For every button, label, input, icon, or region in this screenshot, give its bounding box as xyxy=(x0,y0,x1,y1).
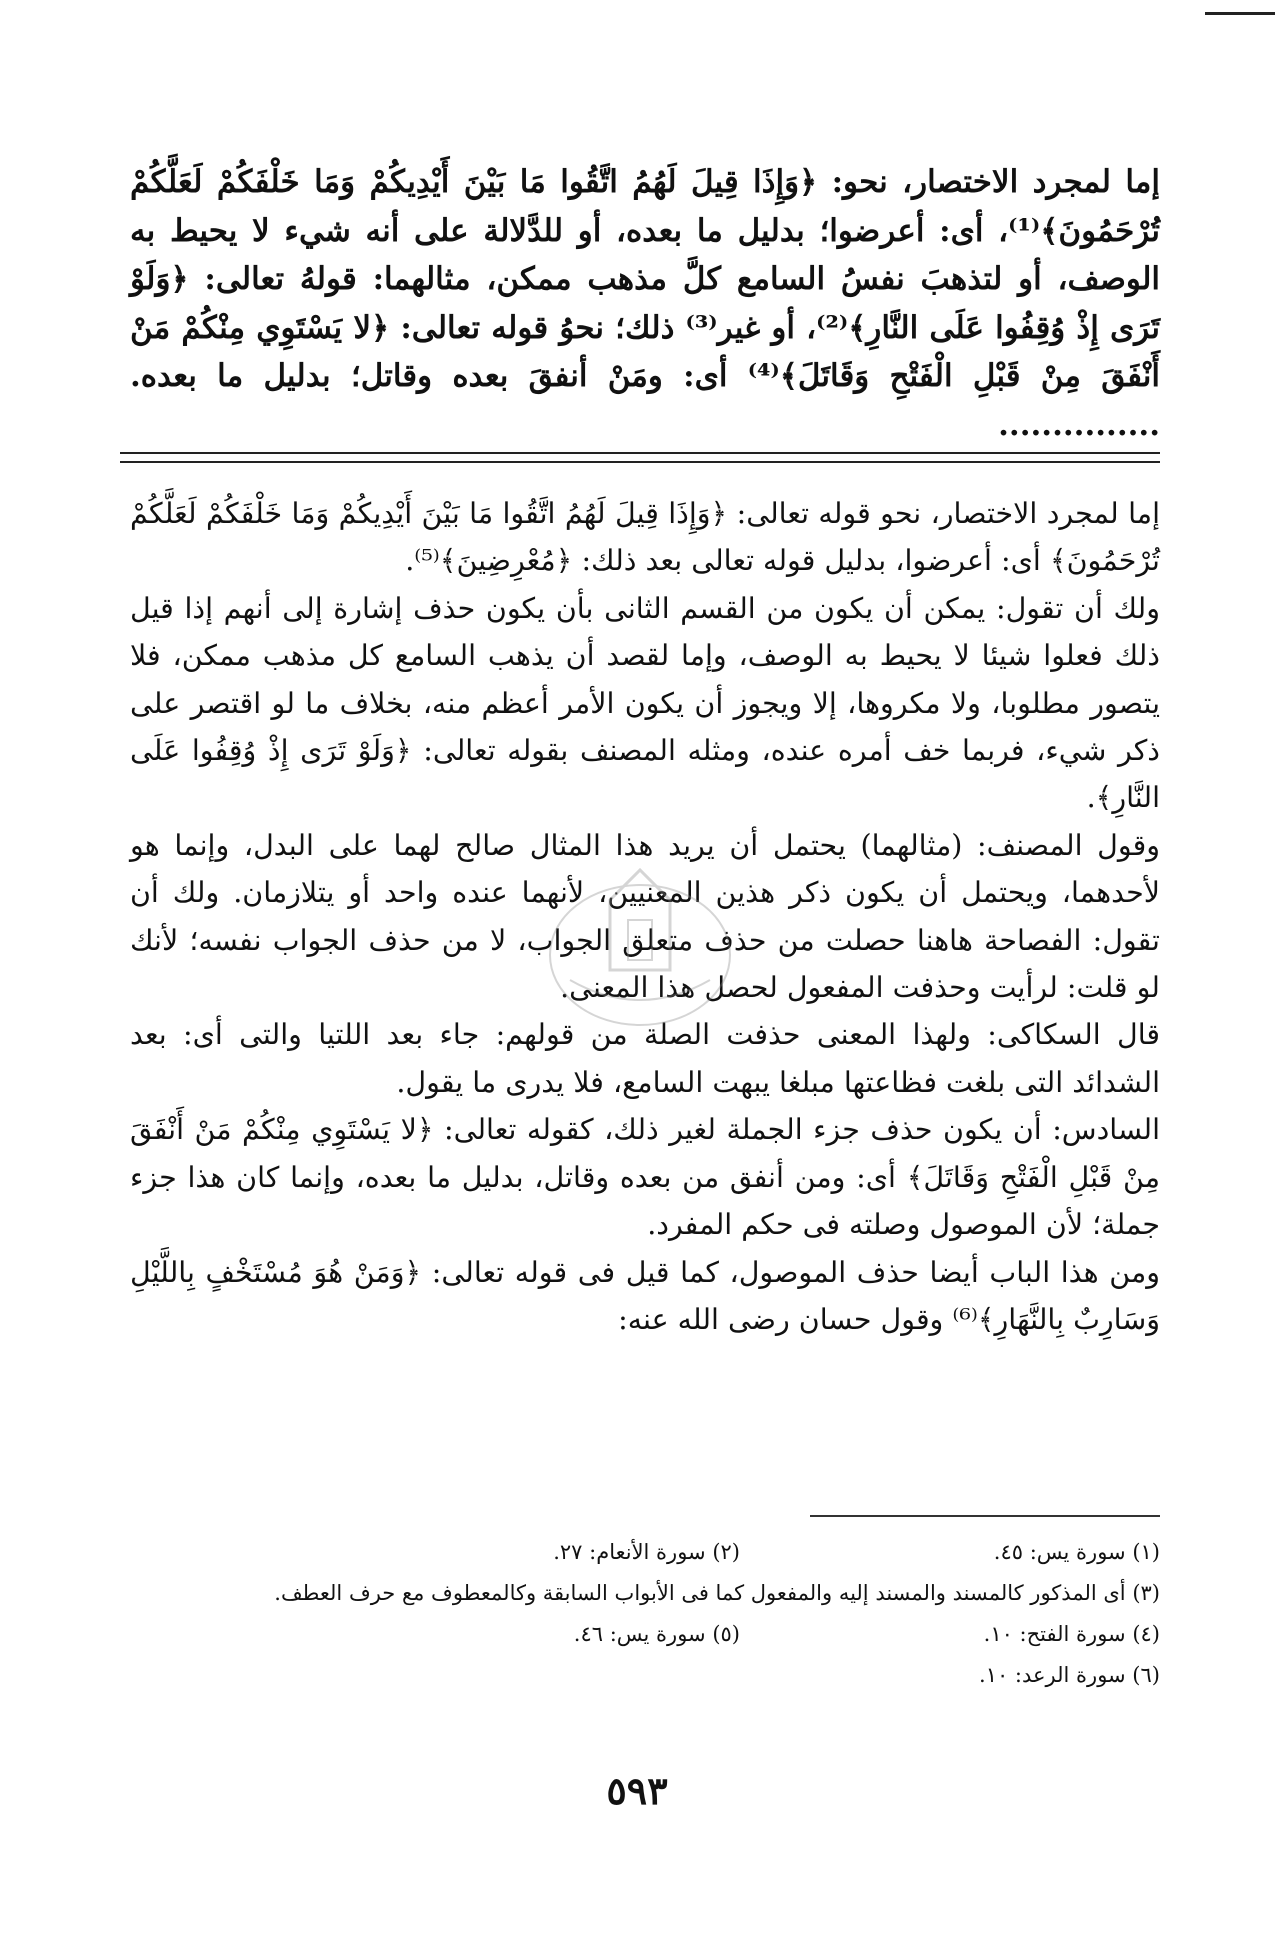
footnote-6: (٦) سورة الرعد: ١٠. xyxy=(979,1663,1160,1687)
matn-text-block xyxy=(130,158,1160,449)
footnote-1: (١) سورة يس: ٤٥. xyxy=(993,1540,1160,1564)
sharh-paragraph-4: قال السكاكى: ولهذا المعنى حذفت الصلة من قولهم: جاء بعد اللتيا والتى أى: بعد الشدائد التى بلغت فظاعتها مبلغا يبهت السامع، فلا يدرى ما يقول. xyxy=(130,1018,1160,1099)
footnote-row xyxy=(130,1614,1160,1655)
corner-rule xyxy=(1205,12,1275,15)
footnote-row xyxy=(130,1573,1160,1614)
sharh-paragraph-1: إما لمجرد الاختصار، نحو قوله تعالى: ﴿وَإِذَا قِيلَ لَهُمُ اتَّقُوا مَا بَيْنَ أَيْدِيكُمْ وَمَا خَلْفَكُمْ لَعَلَّكُمْ تُرْحَمُونَ﴾ أى: أعرضوا، بدليل قوله تعالى بعد ذلك: ﴿مُعْرِضِينَ﴾⁽⁵⁾. xyxy=(130,497,1160,578)
footnote-separator xyxy=(810,1515,1160,1517)
footnote-row xyxy=(130,1655,1160,1696)
sharh-paragraph-3: وقول المصنف: (مثالهما) يحتمل أن يريد هذا المثال صالح لهما على البدل، وإنما هو لأحدهما، ويحتمل أن يكون ذكر هذين المعنيين، لأنهما عنده واحد أو يتلازمان. ولك أن تقول: الفصاحة هاهنا حصلت من حذف متعلق الجواب، لا من حذف الجواب نفسه؛ لأنك لو قلت: لرأيت وحذفت المفعول لحصل هذا المعنى. xyxy=(130,828,1160,1005)
matn-paragraph: إما لمجرد الاختصار، نحو: ﴿وَإِذَا قِيلَ لَهُمُ اتَّقُوا مَا بَيْنَ أَيْدِيكُمْ وَمَا خَلْفَكُمْ لَعَلَّكُمْ تُرْحَمُونَ﴾⁽¹⁾، أى: أعرضوا؛ بدليل ما بعده، أو للدَّلالة على أنه شيء لا يحيط به الوصف، أو لتذهبَ نفسُ السامع كلَّ مذهب ممكن، مثالهما: قولهُ تعالى: ﴿وَلَوْ تَرَى إِذْ وُقِفُوا عَلَى النَّارِ﴾⁽²⁾، أو غير⁽³⁾ ذلك؛ نحوُ قوله تعالى: ﴿لا يَسْتَوِي مِنْكُمْ مَنْ أَنْفَقَ مِنْ قَبْلِ الْفَتْحِ وَقَاتَلَ﴾⁽⁴⁾ أى: ومَنْ أنفقَ بعده وقاتل؛ بدليل ما بعده. ............... xyxy=(130,164,1160,443)
sharh-paragraph-6: ومن هذا الباب أيضا حذف الموصول، كما قيل فى قوله تعالى: ﴿وَمَنْ هُوَ مُسْتَخْفٍ بِاللَّيْلِ وَسَارِبٌ بِالنَّهَارِ﴾⁽⁶⁾ وقول حسان رضى الله عنه: xyxy=(130,1255,1160,1336)
footnote-3: (٣) أى المذكور كالمسند والمسند إليه والمفعول كما فى الأبواب السابقة وكالمعطوف مع حرف العطف. xyxy=(274,1581,1160,1605)
footnote-4: (٤) سورة الفتح: ١٠. xyxy=(983,1622,1160,1646)
footnote-2: (٢) سورة الأنعام: ٢٧. xyxy=(553,1540,740,1564)
sharh-paragraph-2: ولك أن تقول: يمكن أن يكون من القسم الثانى بأن يكون حذف إشارة إلى أنهم إذا قيل ذلك فعلوا شيئا لا يحيط به الوصف، وإما لقصد أن يذهب السامع كل مذهب ممكن، فلا يتصور مطلوبا، ولا مكروها، إلا ويجوز أن يكون الأمر أعظم منه، بخلاف ما لو اقتصر على ذكر شيء، فربما خف أمره عنده، ومثله المصنف بقوله تعالى: ﴿وَلَوْ تَرَى إِذْ وُقِفُوا عَلَى النَّارِ﴾. xyxy=(130,591,1160,815)
double-separator-line xyxy=(120,452,1160,463)
page-number: ٥٩٣ xyxy=(606,1768,668,1813)
library-stamp-watermark xyxy=(540,860,740,1040)
footnote-5: (٥) سورة يس: ٤٦. xyxy=(573,1622,740,1646)
footnote-row xyxy=(130,1532,1160,1573)
footnotes-block xyxy=(130,1532,1160,1696)
sharh-paragraph-5: السادس: أن يكون حذف جزء الجملة لغير ذلك، كقوله تعالى: ﴿لا يَسْتَوِي مِنْكُمْ مَنْ أَنْفَقَ مِنْ قَبْلِ الْفَتْحِ وَقَاتَلَ﴾ أى: ومن أنفق من بعده وقاتل، بدليل ما بعده، وإنما كان هذا جزء جملة؛ لأن الموصول وصلته فى حكم المفرد. xyxy=(130,1113,1160,1242)
